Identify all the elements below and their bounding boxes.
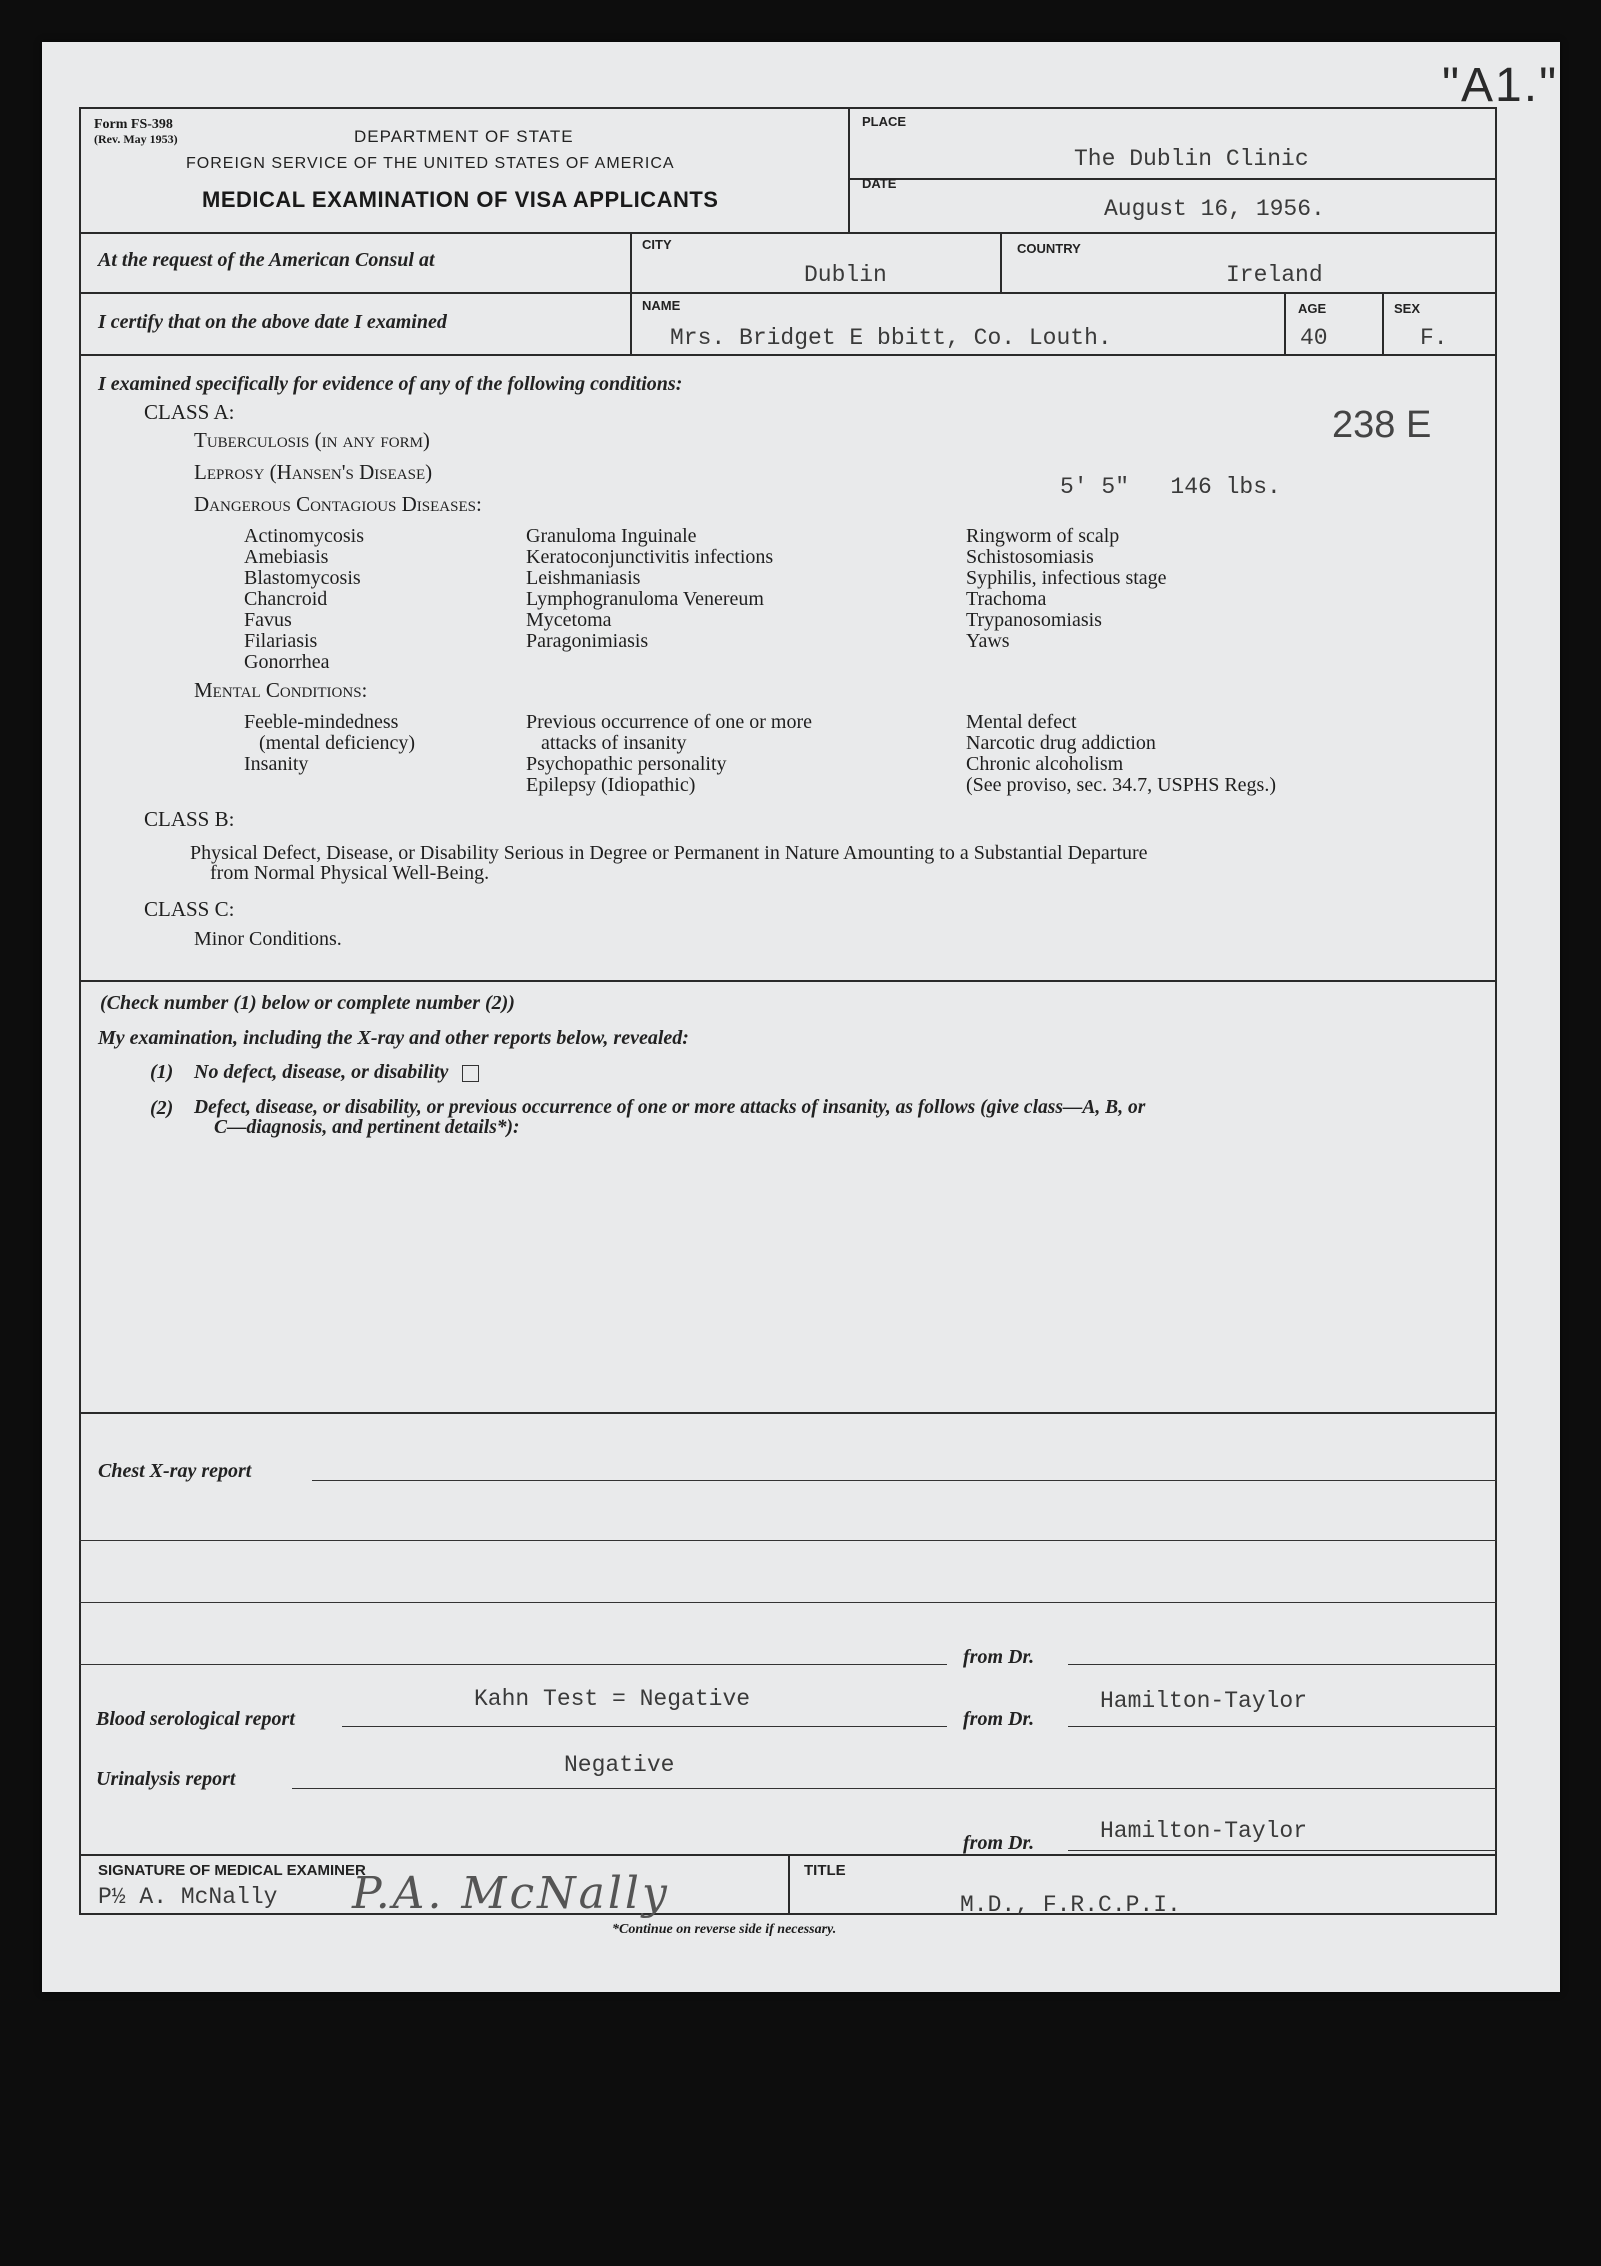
form-number: Form FS-398 xyxy=(94,117,173,132)
leprosy-label: Leprosy (Hansen's Disease) xyxy=(194,460,433,484)
mental-conditions-heading: Mental Conditions: xyxy=(194,678,368,702)
class-b-heading: CLASS B: xyxy=(144,807,235,831)
mental-col-1 xyxy=(244,712,415,775)
request-label: At the request of the American Consul at xyxy=(98,249,435,271)
no-defect-checkbox[interactable] xyxy=(462,1065,479,1082)
department-name: DEPARTMENT OF STATE xyxy=(354,127,574,146)
list-item: Trypanosomiasis xyxy=(966,609,1102,631)
conditions-intro: I examined specifically for evidence of any of the following conditions: xyxy=(98,373,683,395)
list-item: Actinomycosis xyxy=(244,525,364,547)
mental-col-3 xyxy=(966,712,1276,796)
applicant-name: Mrs. Bridget E bbitt, Co. Louth. xyxy=(670,325,1112,351)
foreign-service-line: FOREIGN SERVICE OF THE UNITED STATES OF AMERICA xyxy=(186,155,675,172)
list-item: Gonorrhea xyxy=(244,651,330,673)
mental-col-2 xyxy=(526,712,812,796)
list-item: (See proviso, sec. 34.7, USPHS Regs.) xyxy=(966,774,1276,796)
list-item: Epilepsy (Idiopathic) xyxy=(526,774,696,796)
class-c-heading: CLASS C: xyxy=(144,897,235,921)
sex-value: F. xyxy=(1420,325,1448,351)
chest-xray-label: Chest X-ray report xyxy=(98,1460,252,1482)
urinalysis-value: Negative xyxy=(564,1752,675,1778)
blood-from-dr: from Dr. xyxy=(963,1708,1035,1730)
check-instruction: (Check number (1) below or complete number (2)) xyxy=(100,992,515,1014)
city-value: Dublin xyxy=(804,262,887,288)
certify-label: I certify that on the above date I examined xyxy=(98,311,447,333)
examination-revealed: My examination, including the X-ray and other reports below, revealed: xyxy=(98,1027,689,1049)
name-caption: NAME xyxy=(642,298,681,313)
country-caption: COUNTRY xyxy=(1017,241,1081,256)
no-defect-label: No defect, disease, or disability xyxy=(194,1061,449,1083)
tuberculosis-label: Tuberculosis (in any form) xyxy=(194,428,430,452)
title-caption: TITLE xyxy=(804,1862,846,1879)
footnote: *Continue on reverse side if necessary. xyxy=(612,1922,837,1937)
form-title: MEDICAL EXAMINATION OF VISA APPLICANTS xyxy=(202,187,719,212)
list-item: Psychopathic personality xyxy=(526,753,727,775)
class-a-heading: CLASS A: xyxy=(144,400,235,424)
list-item: Mental defect xyxy=(966,711,1077,733)
age-caption: AGE xyxy=(1298,301,1327,316)
list-item: Granuloma Inguinale xyxy=(526,525,697,547)
list-item: attacks of insanity xyxy=(526,732,687,754)
place-value: The Dublin Clinic xyxy=(1074,146,1309,172)
class-b-text-2: from Normal Physical Well-Being. xyxy=(210,862,490,884)
list-item: Insanity xyxy=(244,753,309,775)
date-value: August 16, 1956. xyxy=(1104,196,1325,222)
blood-report-value: Kahn Test = Negative xyxy=(474,1686,751,1712)
list-item: Paragonimiasis xyxy=(526,630,649,652)
date-caption: DATE xyxy=(862,176,897,191)
examiner-typed-name: P½ A. McNally xyxy=(98,1884,278,1910)
urinalysis-doctor: Hamilton-Taylor xyxy=(1100,1818,1308,1844)
signature-caption: SIGNATURE OF MEDICAL EXAMINER xyxy=(98,1862,366,1879)
list-item: Filariasis xyxy=(244,630,318,652)
dangerous-col-1 xyxy=(244,526,364,673)
dangerous-col-2 xyxy=(526,526,773,652)
list-item: Schistosomiasis xyxy=(966,546,1094,568)
list-item: Amebiasis xyxy=(244,546,329,568)
form-sheet xyxy=(42,42,1560,1992)
examiner-title: M.D., F.R.C.P.I. xyxy=(960,1892,1181,1918)
height-weight-note: 5' 5" 146 lbs. xyxy=(1060,474,1281,500)
list-item: Previous occurrence of one or more xyxy=(526,711,812,733)
list-item: Favus xyxy=(244,609,292,631)
dangerous-diseases-heading: Dangerous Contagious Diseases: xyxy=(194,492,482,516)
item-1-number: (1) xyxy=(150,1061,174,1083)
blood-report-doctor: Hamilton-Taylor xyxy=(1100,1688,1308,1714)
item-2-line-1: Defect, disease, or disability, or previous occurrence of one or more attacks of insanity, as follows (give class—A, B, or xyxy=(194,1097,1146,1118)
handwritten-file-number: 238 E xyxy=(1332,404,1432,446)
list-item: Mycetoma xyxy=(526,609,612,631)
list-item: Chronic alcoholism xyxy=(966,753,1124,775)
class-b-text-1: Physical Defect, Disease, or Disability Serious in Degree or Permanent in Nature Amounting to a Substantial Departure xyxy=(190,842,1148,864)
list-item: Syphilis, infectious stage xyxy=(966,567,1167,589)
list-item: Ringworm of scalp xyxy=(966,525,1120,547)
no-defect-option[interactable] xyxy=(194,1061,479,1084)
list-item: (mental deficiency) xyxy=(244,732,416,754)
list-item: Narcotic drug addiction xyxy=(966,732,1156,754)
dangerous-col-3 xyxy=(966,526,1167,652)
list-item: Chancroid xyxy=(244,588,328,610)
examiner-signature: P.A. McNally xyxy=(352,1868,670,1919)
blood-report-label: Blood serological report xyxy=(96,1708,295,1730)
list-item: Yaws xyxy=(966,630,1010,652)
list-item: Feeble-mindedness xyxy=(244,711,399,733)
urinalysis-from-dr: from Dr. xyxy=(963,1832,1035,1854)
corner-file-mark: "A1." xyxy=(1442,59,1559,112)
class-c-text: Minor Conditions. xyxy=(194,928,342,950)
list-item: Leishmaniasis xyxy=(526,567,641,589)
item-2-line-2: C—diagnosis, and pertinent details*): xyxy=(214,1117,520,1138)
city-caption: CITY xyxy=(642,237,672,252)
xray-from-dr: from Dr. xyxy=(963,1646,1035,1668)
list-item: Blastomycosis xyxy=(244,567,361,589)
form-revision: (Rev. May 1953) xyxy=(94,132,178,146)
list-item: Lymphogranuloma Venereum xyxy=(526,588,764,610)
urinalysis-label: Urinalysis report xyxy=(96,1768,236,1790)
age-value: 40 xyxy=(1300,325,1328,351)
list-item: Keratoconjunctivitis infections xyxy=(526,546,774,568)
place-caption: PLACE xyxy=(862,114,907,129)
list-item: Trachoma xyxy=(966,588,1047,610)
sex-caption: SEX xyxy=(1394,301,1421,316)
country-value: Ireland xyxy=(1226,262,1323,288)
item-2-number: (2) xyxy=(150,1097,174,1119)
